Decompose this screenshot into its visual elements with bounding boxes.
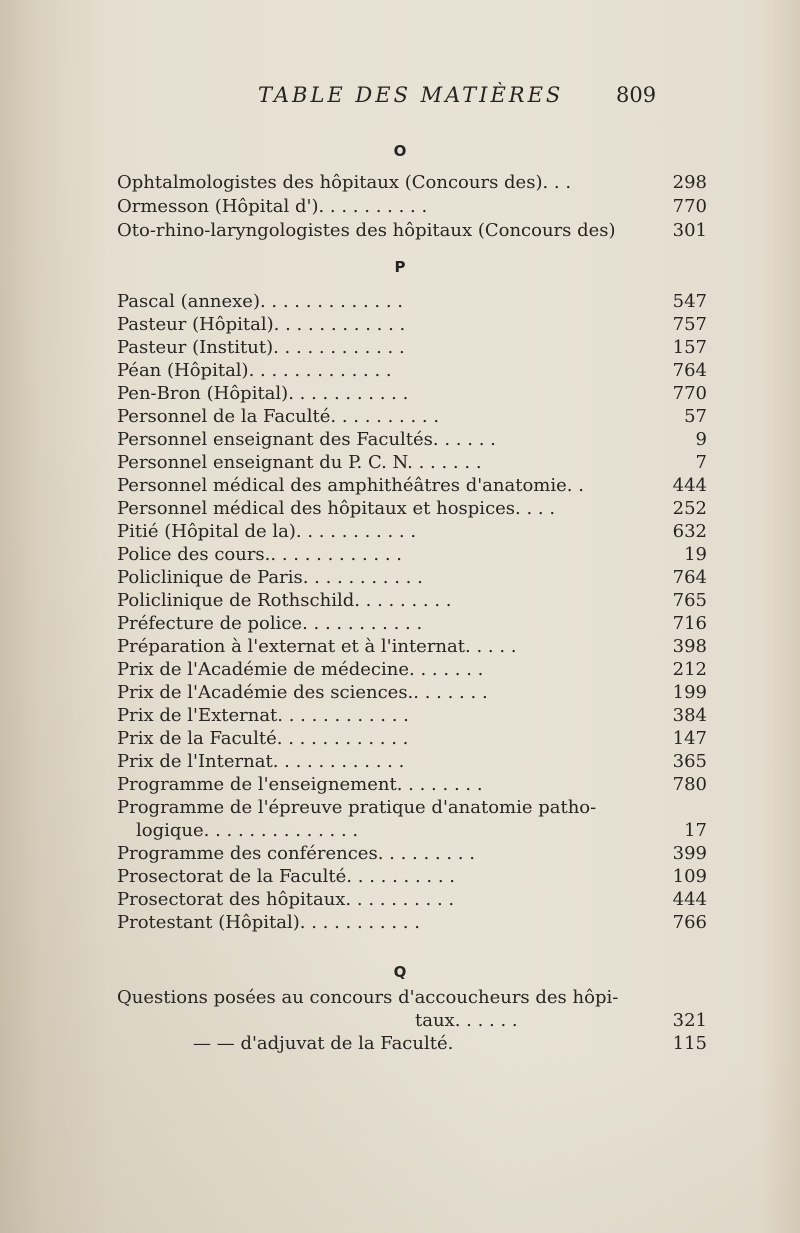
index-entry xyxy=(117,986,707,1010)
index-entry xyxy=(117,888,707,912)
entry-page: 252 xyxy=(672,498,707,519)
entry-page: 301 xyxy=(672,220,707,241)
index-entry xyxy=(117,428,707,452)
entry-label: Pasteur (Institut). . . . . . . . . . . . xyxy=(117,337,405,358)
entry-label: Policlinique de Rothschild. . . . . . . . . xyxy=(117,590,452,611)
entry-page: 399 xyxy=(672,843,707,864)
entry-label: Questions posées au concours d'accoucheurs des hôpi- xyxy=(117,987,619,1008)
index-entry xyxy=(117,865,707,889)
entry-label: Prix de l'Externat. . . . . . . . . . . . xyxy=(117,705,409,726)
entry-page: 765 xyxy=(672,590,707,611)
entry-label: Péan (Hôpital). . . . . . . . . . . . . xyxy=(117,360,392,381)
entry-page: 57 xyxy=(684,406,707,427)
index-entry xyxy=(117,405,707,429)
index-entry xyxy=(117,497,707,521)
entry-label: Policlinique de Paris. . . . . . . . . . . xyxy=(117,567,423,588)
header-title: TABLE DES MATIÈRES xyxy=(258,83,564,107)
index-entry xyxy=(117,842,707,866)
entry-page: 764 xyxy=(672,360,707,381)
entry-page: 115 xyxy=(672,1033,707,1054)
index-entry xyxy=(117,612,707,636)
index-entry xyxy=(117,171,707,195)
entry-page: 298 xyxy=(672,172,707,193)
entry-label: Prix de l'Académie des sciences.. . . . . . . xyxy=(117,682,488,703)
entry-page: 199 xyxy=(672,682,707,703)
entry-page: 17 xyxy=(684,820,707,841)
index-entry xyxy=(117,313,707,337)
entry-page: 7 xyxy=(695,452,707,473)
index-entry xyxy=(117,290,707,314)
index-entry xyxy=(117,219,707,243)
index-entry xyxy=(117,911,707,935)
entry-page: 212 xyxy=(672,659,707,680)
entry-page: 365 xyxy=(672,751,707,772)
entry-label: — — d'adjuvat de la Faculté. xyxy=(193,1033,454,1054)
index-entry xyxy=(117,195,707,219)
entry-page: 757 xyxy=(672,314,707,335)
entry-page: 716 xyxy=(672,613,707,634)
index-entry xyxy=(117,658,707,682)
index-entry xyxy=(117,773,707,797)
entry-label: Prix de la Faculté. . . . . . . . . . . . xyxy=(117,728,409,749)
running-header xyxy=(258,83,658,113)
section-letter-p: P xyxy=(394,258,406,276)
index-entry xyxy=(117,750,707,774)
entry-label: Personnel enseignant des Facultés. . . . . . xyxy=(117,429,496,450)
index-entry xyxy=(117,635,707,659)
entry-page: 770 xyxy=(672,196,707,217)
entry-label: Pascal (annexe). . . . . . . . . . . . . xyxy=(117,291,404,312)
index-entry xyxy=(117,474,707,498)
entry-label: Police des cours.. . . . . . . . . . . . xyxy=(117,544,402,565)
entry-label: Oto-rhino-laryngologistes des hôpitaux (Concours des) xyxy=(117,220,616,241)
entry-page: 321 xyxy=(672,1010,707,1031)
index-entry xyxy=(117,520,707,544)
index-entry xyxy=(117,543,707,567)
index-entry xyxy=(117,589,707,613)
entry-page: 19 xyxy=(684,544,707,565)
section-letter-o: O xyxy=(393,142,407,160)
index-entry xyxy=(117,681,707,705)
entry-page: 780 xyxy=(672,774,707,795)
entry-label: Programme des conférences. . . . . . . . . xyxy=(117,843,475,864)
page-number: 809 xyxy=(616,83,657,107)
entry-label: Prix de l'Académie de médecine. . . . . . . xyxy=(117,659,484,680)
entry-label: Personnel médical des hôpitaux et hospices. . . . xyxy=(117,498,556,519)
entry-page: 384 xyxy=(672,705,707,726)
index-entry xyxy=(117,382,707,406)
entry-label: Programme de l'épreuve pratique d'anatomie patho- xyxy=(117,797,597,818)
entry-page: 547 xyxy=(672,291,707,312)
entry-page: 398 xyxy=(672,636,707,657)
entry-page: 9 xyxy=(695,429,707,450)
entry-label: Personnel médical des amphithéâtres d'anatomie. . xyxy=(117,475,584,496)
entry-label: Ormesson (Hôpital d'). . . . . . . . . . xyxy=(117,196,428,217)
entry-page: 444 xyxy=(672,475,707,496)
index-entry xyxy=(117,796,707,820)
entry-page: 770 xyxy=(672,383,707,404)
entry-page: 109 xyxy=(672,866,707,887)
entry-label: Prix de l'Internat. . . . . . . . . . . . xyxy=(117,751,405,772)
entry-label: Pitié (Hôpital de la). . . . . . . . . . . xyxy=(117,521,417,542)
entry-label: Programme de l'enseignement. . . . . . . . xyxy=(117,774,483,795)
index-entry xyxy=(117,704,707,728)
entry-label: Personnel de la Faculté. . . . . . . . . . xyxy=(117,406,440,427)
section-letter-q: Q xyxy=(393,963,407,981)
entry-page: 632 xyxy=(672,521,707,542)
index-entry xyxy=(117,1009,707,1033)
index-entry xyxy=(117,336,707,360)
entry-label: logique. . . . . . . . . . . . . . xyxy=(136,820,359,841)
entry-label: taux. . . . . . xyxy=(415,1010,518,1031)
entry-page: 147 xyxy=(672,728,707,749)
index-entry xyxy=(117,451,707,475)
entry-label: Prosectorat des hôpitaux. . . . . . . . . . xyxy=(117,889,455,910)
entry-label: Ophtalmologistes des hôpitaux (Concours des). . . xyxy=(117,172,572,193)
index-entry xyxy=(117,819,707,843)
entry-label: Pasteur (Hôpital). . . . . . . . . . . . xyxy=(117,314,406,335)
index-entry xyxy=(117,727,707,751)
entry-label: Préparation à l'externat et à l'internat. . . . . xyxy=(117,636,517,657)
entry-page: 764 xyxy=(672,567,707,588)
index-entry xyxy=(117,566,707,590)
entry-label: Personnel enseignant du P. C. N. . . . . . . xyxy=(117,452,482,473)
entry-label: Protestant (Hôpital). . . . . . . . . . . xyxy=(117,912,420,933)
entry-page: 444 xyxy=(672,889,707,910)
index-entry xyxy=(117,359,707,383)
entry-page: 157 xyxy=(672,337,707,358)
entry-label: Prosectorat de la Faculté. . . . . . . . . . xyxy=(117,866,456,887)
index-entry xyxy=(117,1032,707,1056)
entry-page: 766 xyxy=(672,912,707,933)
entry-label: Préfecture de police. . . . . . . . . . . xyxy=(117,613,423,634)
entry-label: Pen-Bron (Hôpital). . . . . . . . . . . xyxy=(117,383,409,404)
